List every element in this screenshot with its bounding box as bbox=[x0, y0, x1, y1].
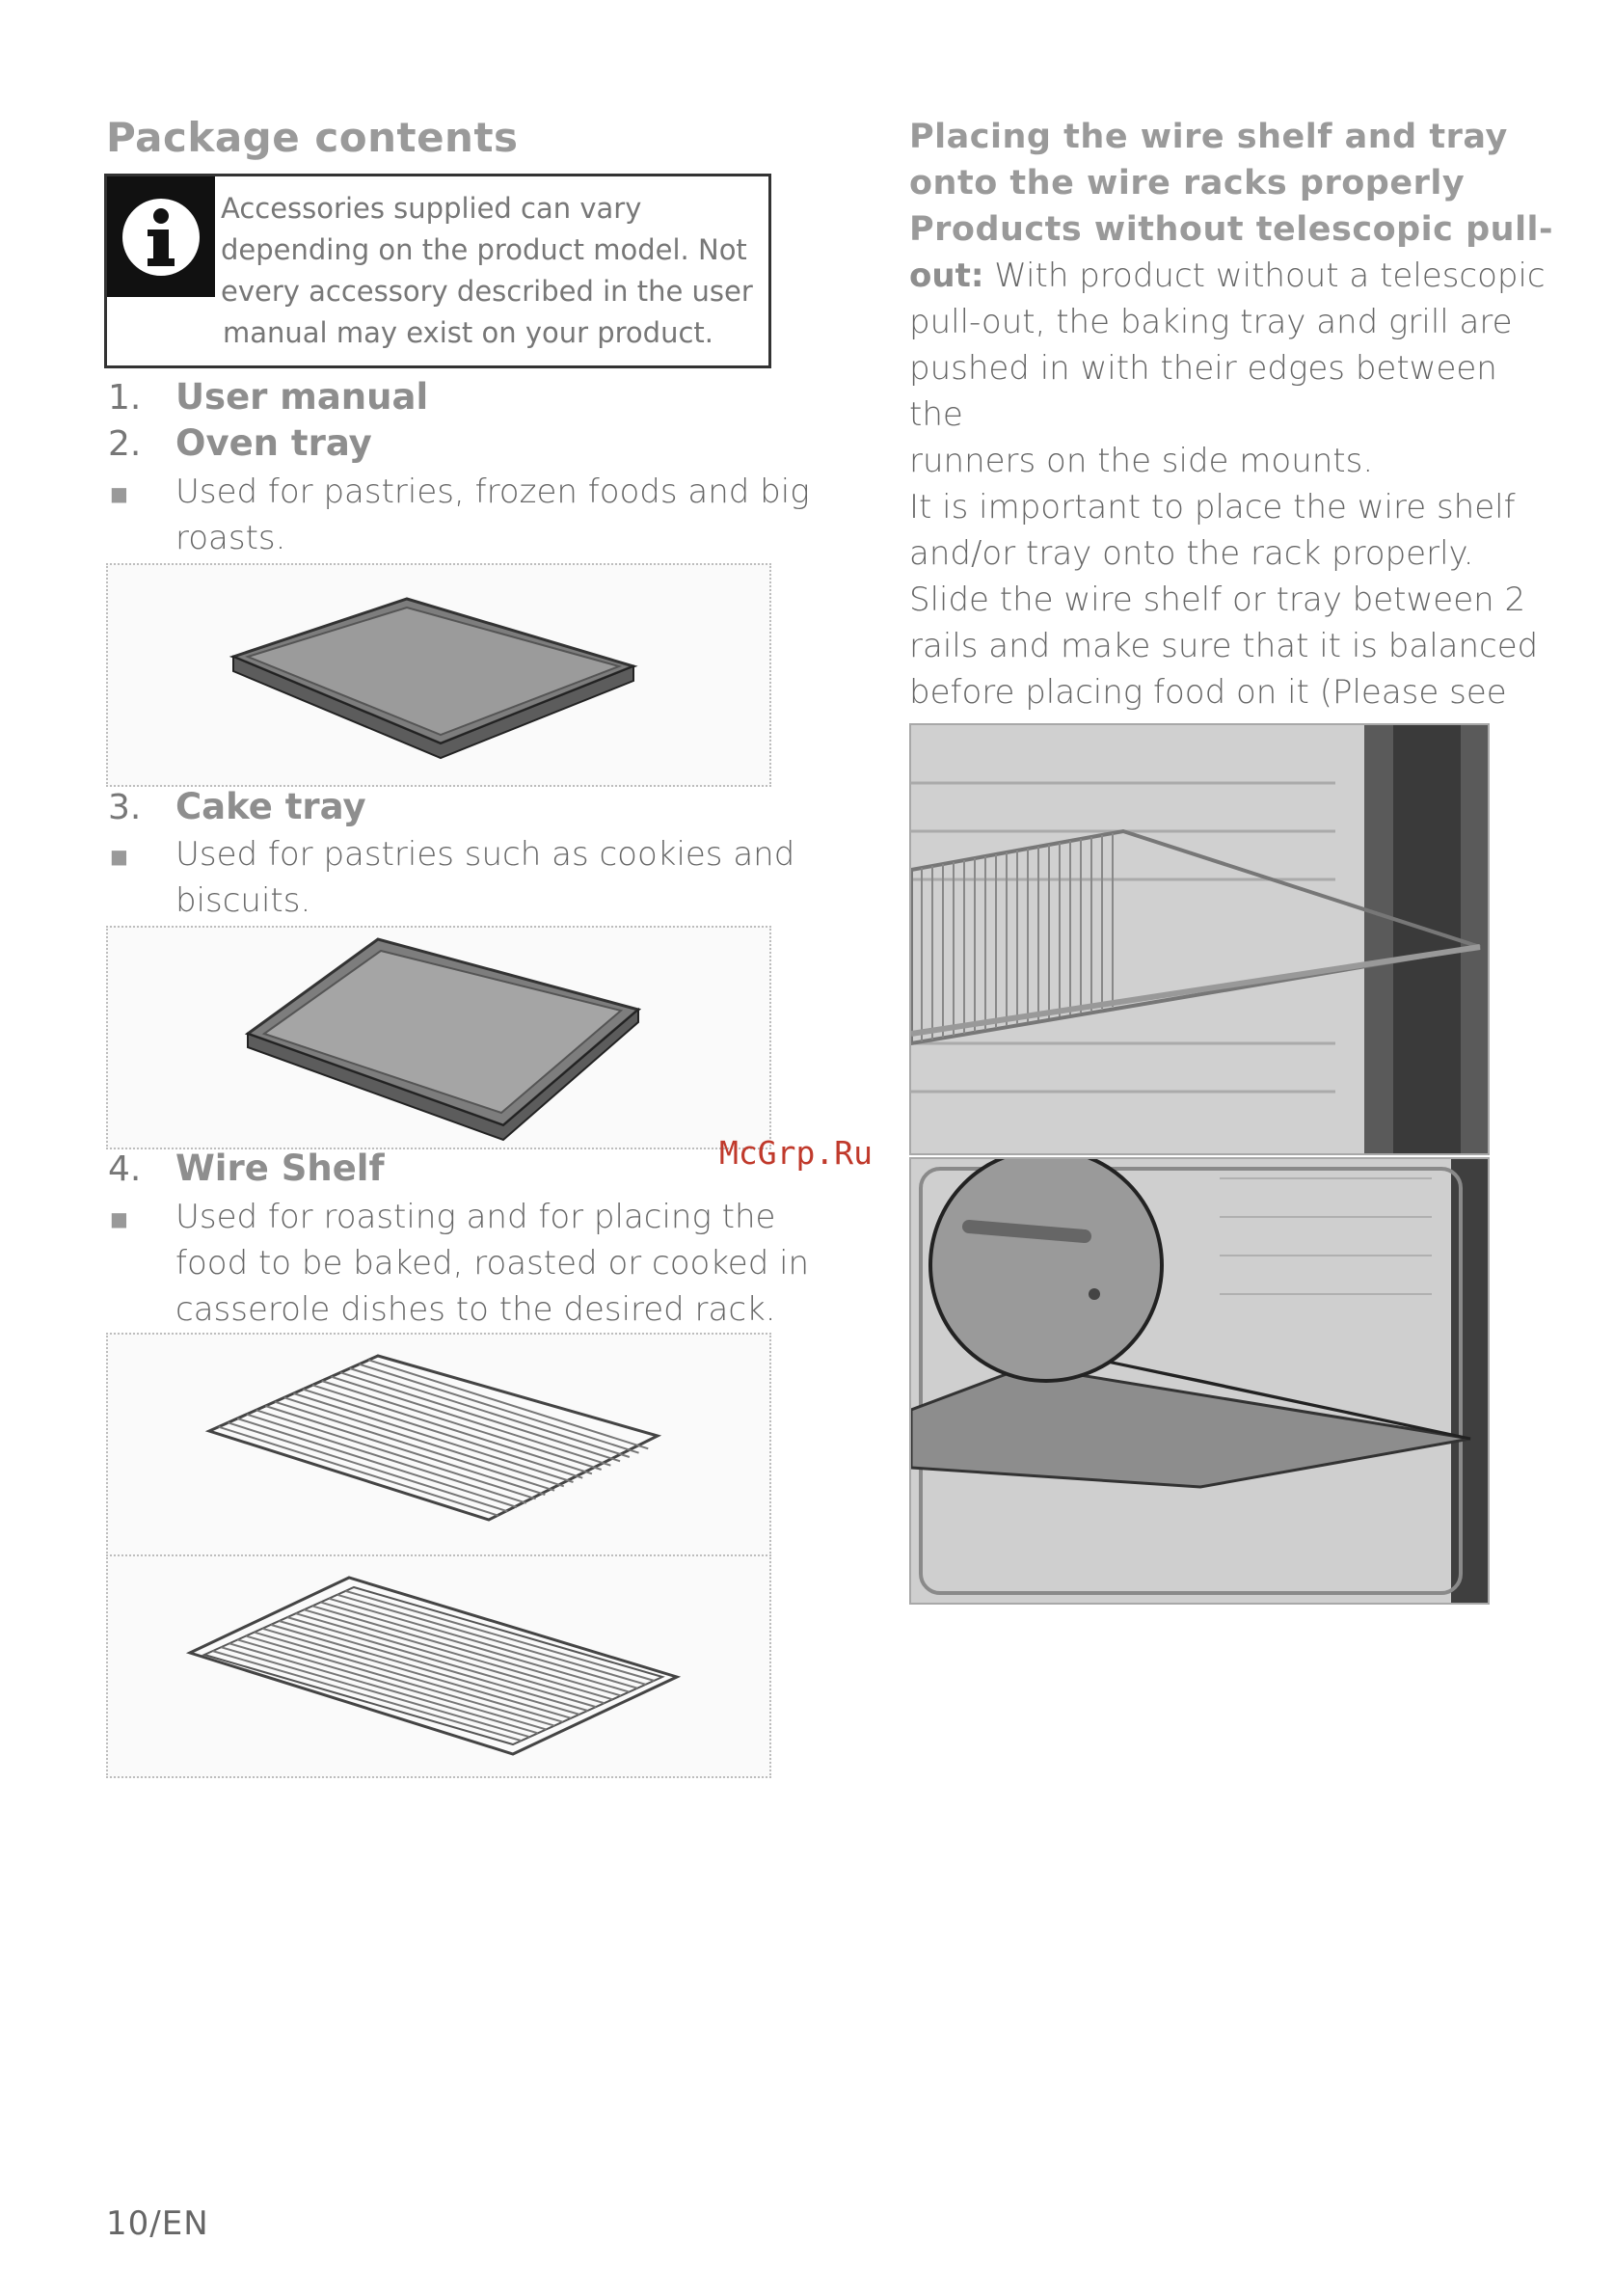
para-line: pushed in with their edges between the bbox=[909, 349, 1497, 434]
para-line: before placing food on it (Please see bbox=[909, 673, 1507, 712]
wire-rod bbox=[247, 1415, 526, 1503]
oven-photo-tray bbox=[909, 1157, 1490, 1605]
oven-tray-figure bbox=[106, 563, 771, 787]
note-text bbox=[221, 188, 753, 354]
heading-line: onto the wire racks properly bbox=[909, 164, 1466, 203]
item-description bbox=[175, 831, 794, 924]
bullet-icon: ■ bbox=[110, 1207, 128, 1230]
wire-rod bbox=[322, 1381, 602, 1470]
desc-line: Used for pastries such as cookies and bbox=[175, 835, 795, 874]
wire-rod bbox=[312, 1385, 592, 1473]
wire-rod bbox=[256, 1410, 536, 1499]
desc-line: roasts. bbox=[175, 519, 286, 557]
wire-shelf-tray-illustration bbox=[108, 1556, 769, 1776]
wire-rod bbox=[219, 1427, 498, 1516]
desc-line: Used for roasting and for placing the bbox=[175, 1198, 776, 1236]
wire-shelf-illustration bbox=[108, 1335, 769, 1554]
wire-rod bbox=[368, 1360, 648, 1448]
item-label-user-manual: User manual bbox=[175, 376, 429, 418]
item-label-oven-tray: Oven tray bbox=[175, 422, 372, 464]
note-line: manual may exist on your product. bbox=[223, 316, 714, 349]
item-label-cake-tray: Cake tray bbox=[175, 786, 366, 827]
desc-line: food to be baked, roasted or cooked in bbox=[175, 1244, 810, 1283]
subheading-tail: out: bbox=[909, 257, 984, 295]
desc-line: Used for pastries, frozen foods and big bbox=[175, 473, 810, 511]
item-number: 2. bbox=[108, 424, 142, 464]
wire-rod bbox=[265, 1406, 545, 1495]
para-line: rails and make sure that it is balanced bbox=[909, 627, 1539, 665]
para-line: Slide the wire shelf or tray between 2 bbox=[909, 581, 1526, 619]
note-line: every accessory described in the user bbox=[221, 275, 753, 308]
desc-line: casserole dishes to the desired rack. bbox=[175, 1290, 776, 1329]
wire-rod bbox=[275, 1402, 554, 1491]
page-number: 10/EN bbox=[106, 2204, 209, 2243]
note-box bbox=[104, 174, 771, 368]
note-line: Accessories supplied can vary bbox=[221, 192, 642, 225]
wire-rod bbox=[228, 1422, 507, 1511]
oven-photo-wire-shelf bbox=[909, 723, 1490, 1155]
para-line: and/or tray onto the rack properly. bbox=[909, 534, 1474, 573]
para-line: runners on the side mounts. bbox=[909, 442, 1374, 480]
watermark: McGrp.Ru bbox=[719, 1134, 873, 1172]
wire-shelf-figure-2 bbox=[106, 1554, 771, 1778]
wire-rod bbox=[331, 1377, 610, 1466]
bullet-icon: ■ bbox=[110, 845, 128, 868]
para-line: pull-out, the baking tray and grill are bbox=[909, 303, 1513, 341]
note-line: depending on the product model. Not bbox=[221, 233, 747, 266]
page-title: Package contents bbox=[106, 114, 519, 161]
oven-shelf-photo bbox=[911, 725, 1488, 1153]
item-number: 1. bbox=[108, 378, 142, 418]
wire-rod bbox=[237, 1418, 517, 1507]
item-number: 4. bbox=[108, 1149, 142, 1189]
wire-shelf-figure-1 bbox=[106, 1333, 771, 1556]
item-description bbox=[175, 1194, 809, 1333]
desc-line: biscuits. bbox=[175, 881, 311, 920]
para-line: It is important to place the wire shelf bbox=[909, 488, 1516, 527]
info-icon bbox=[107, 176, 215, 297]
wire-rod bbox=[350, 1368, 630, 1457]
section-heading bbox=[909, 114, 1553, 253]
oven-tray-illustration bbox=[108, 565, 769, 785]
oven-tray-photo bbox=[911, 1159, 1488, 1603]
cake-tray-figure bbox=[106, 926, 771, 1149]
cake-tray-illustration bbox=[108, 928, 769, 1148]
bullet-icon: ■ bbox=[110, 482, 128, 505]
item-description bbox=[175, 469, 810, 561]
para-line: With product without a telescopic bbox=[983, 257, 1546, 295]
wire-rod bbox=[294, 1393, 574, 1482]
subheading: Products without telescopic pull- bbox=[909, 210, 1554, 249]
wire-rod bbox=[360, 1364, 639, 1453]
item-label-wire-shelf: Wire Shelf bbox=[175, 1148, 385, 1189]
heading-line: Placing the wire shelf and tray bbox=[909, 118, 1508, 156]
item-number: 3. bbox=[108, 788, 142, 827]
wire-rod bbox=[284, 1397, 564, 1486]
